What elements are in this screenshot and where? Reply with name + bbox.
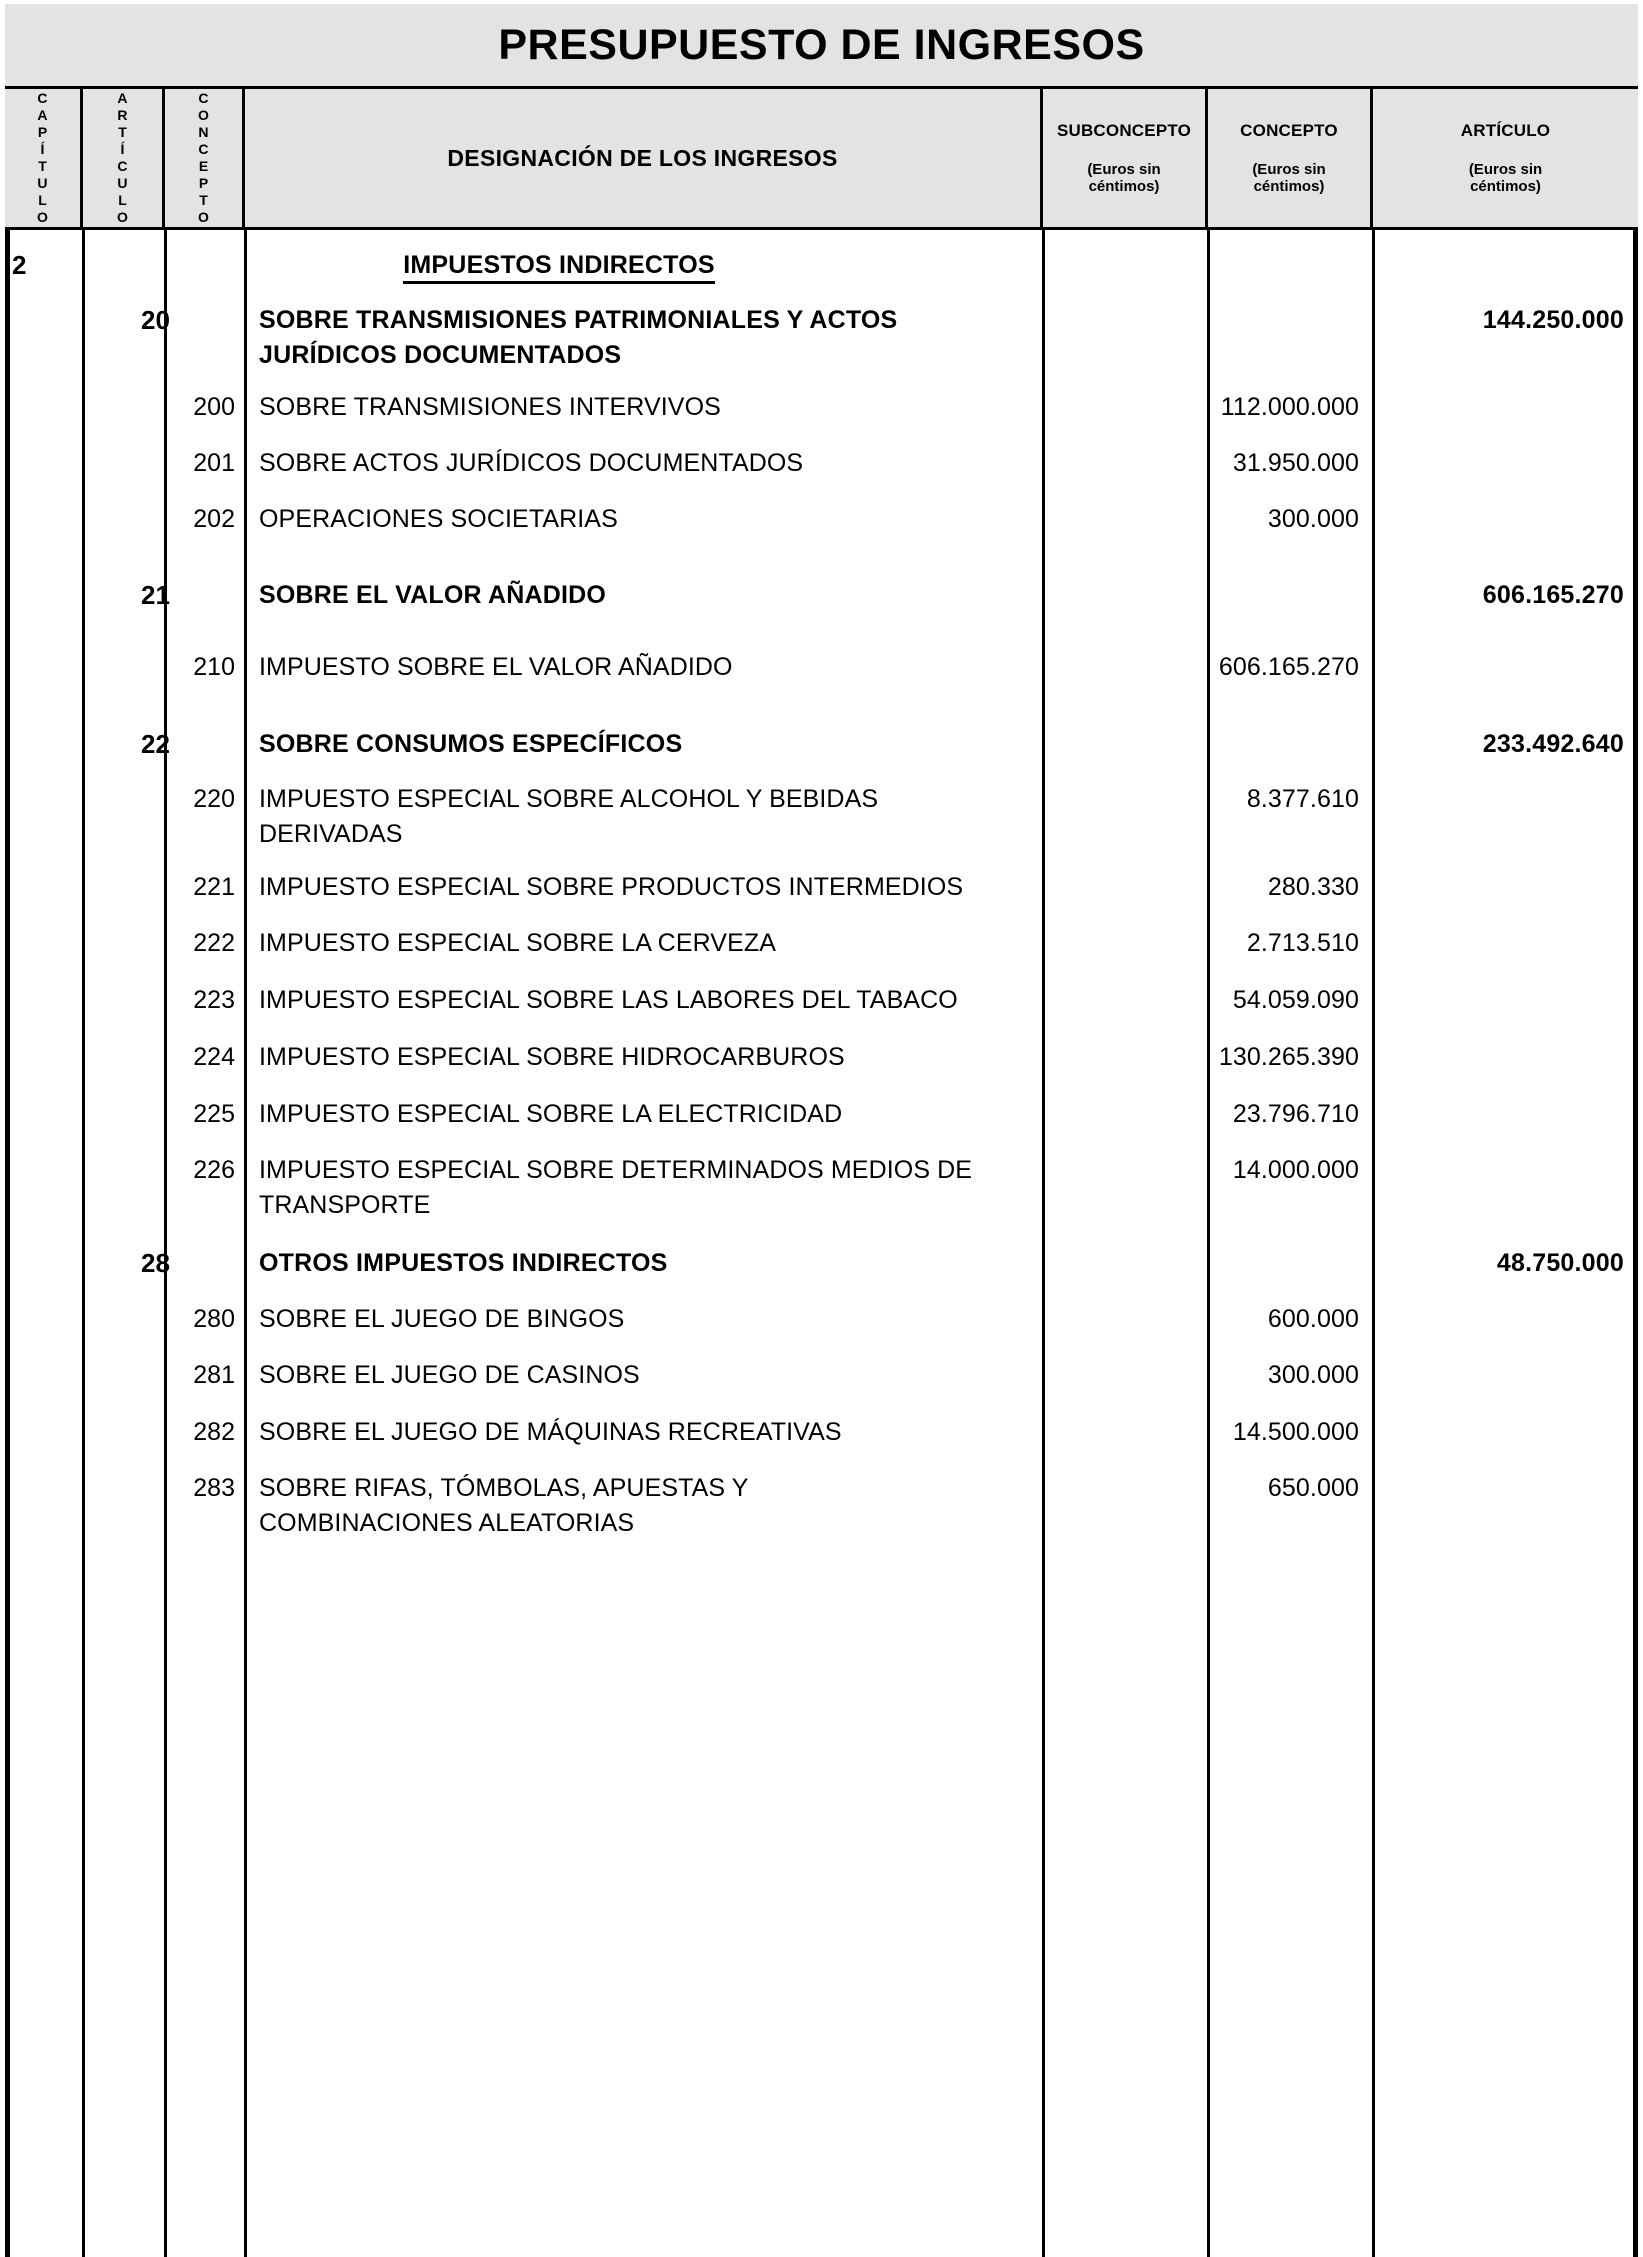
cell-concepto-code: 223 <box>193 986 235 1014</box>
header-cell-capitulo <box>5 89 83 227</box>
document-title-band <box>5 4 1638 89</box>
cell-designacion: IMPUESTO ESPECIAL SOBRE PRODUCTOS INTERMEDIOS <box>259 873 964 901</box>
cell-designacion: OTROS IMPUESTOS INDIRECTOS <box>259 1249 668 1277</box>
header-cell-concepto <box>165 89 245 227</box>
cell-concepto-code: 200 <box>193 393 235 421</box>
table-row <box>5 390 1638 430</box>
table-row <box>5 727 1638 767</box>
cell-concepto-code: 282 <box>193 1418 235 1446</box>
cell-designacion: SOBRE EL JUEGO DE BINGOS <box>259 1305 625 1333</box>
cell-concepto-code: 283 <box>193 1474 235 1502</box>
cell-concepto-code: 225 <box>193 1100 235 1128</box>
cell-concepto-code: 210 <box>193 653 235 681</box>
cell-articulo-value: 144.250.000 <box>1482 306 1624 334</box>
table-row <box>5 782 1638 862</box>
cell-concepto-value: 14.500.000 <box>1232 1418 1359 1446</box>
cell-concepto-value: 130.265.390 <box>1218 1043 1359 1071</box>
cell-concepto-value: 23.796.710 <box>1232 1100 1359 1128</box>
cell-concepto-value: 300.000 <box>1267 505 1359 533</box>
cell-concepto-value: 606.165.270 <box>1218 653 1359 681</box>
header-cell-articulo <box>83 89 165 227</box>
cell-designacion: IMPUESTO ESPECIAL SOBRE LA CERVEZA <box>259 929 776 957</box>
cell-concepto-value: 112.000.000 <box>1220 393 1359 421</box>
cell-concepto-code: 221 <box>193 873 235 901</box>
header-articulo-title: ARTÍCULO <box>1460 120 1551 140</box>
table-row <box>5 1415 1638 1455</box>
header-label-designacion: DESIGNACIÓN DE LOS INGRESOS <box>447 144 838 171</box>
cell-articulo: 20 <box>141 305 170 335</box>
header-subconcepto-units: (Euros sin céntimos) <box>1087 160 1161 195</box>
cell-designacion: SOBRE ACTOS JURÍDICOS DOCUMENTADOS <box>259 449 804 477</box>
cell-designacion: IMPUESTO ESPECIAL SOBRE DETERMINADOS MEDIOS DE TRANSPORTE <box>259 1156 973 1219</box>
header-label-subconcepto <box>1057 121 1191 195</box>
cell-concepto-code: 222 <box>193 929 235 957</box>
cell-articulo-value: 233.492.640 <box>1482 730 1624 758</box>
cell-concepto-code: 281 <box>193 1361 235 1389</box>
cell-designacion: IMPUESTO ESPECIAL SOBRE LA ELECTRICIDAD <box>259 1100 843 1128</box>
cell-concepto-code: 226 <box>193 1156 235 1184</box>
cell-designacion: SOBRE EL JUEGO DE CASINOS <box>259 1361 640 1389</box>
table-row <box>5 870 1638 910</box>
table-row <box>5 1471 1638 1551</box>
table-row <box>5 1358 1638 1398</box>
cell-concepto-value: 650.000 <box>1267 1474 1359 1502</box>
table-row <box>5 248 1638 288</box>
cell-articulo: 22 <box>141 729 170 759</box>
table-row <box>5 502 1638 542</box>
table-row <box>5 303 1638 383</box>
table-row <box>5 578 1638 618</box>
cell-concepto-code: 224 <box>193 1043 235 1071</box>
header-label-concepto: C O N C E P T O <box>198 90 209 225</box>
cell-articulo-value: 48.750.000 <box>1496 1249 1624 1277</box>
cell-designacion: SOBRE TRANSMISIONES PATRIMONIALES Y ACTOS JURÍDICOS DOCUMENTADOS <box>259 306 898 369</box>
cell-concepto-code: 280 <box>193 1305 235 1333</box>
cell-concepto-code: 202 <box>193 505 235 533</box>
cell-concepto-value: 2.713.510 <box>1246 929 1359 957</box>
cell-designacion: IMPUESTO ESPECIAL SOBRE LAS LABORES DEL TABACO <box>259 986 958 1014</box>
table-row <box>5 1040 1638 1080</box>
page-title: PRESUPUESTO DE INGRESOS <box>498 20 1145 69</box>
cell-designacion: OPERACIONES SOCIETARIAS <box>259 505 618 533</box>
table-row <box>5 983 1638 1023</box>
header-cell-articulo-value <box>1373 89 1638 227</box>
cell-articulo: 21 <box>141 580 170 610</box>
cell-concepto-value: 600.000 <box>1267 1305 1359 1333</box>
table-row <box>5 1097 1638 1137</box>
cell-articulo-value: 606.165.270 <box>1482 581 1624 609</box>
header-label-capitulo: C A P Í T U L O <box>37 90 48 225</box>
header-label-concepto-value <box>1240 121 1338 195</box>
header-articulo-units: (Euros sin céntimos) <box>1468 160 1543 195</box>
cell-designacion: IMPUESTO SOBRE EL VALOR AÑADIDO <box>259 653 733 681</box>
table-column-header <box>5 89 1638 230</box>
header-concepto-title: CONCEPTO <box>1240 120 1338 140</box>
table-row <box>5 1302 1638 1342</box>
header-label-articulo-value <box>1461 121 1550 195</box>
cell-concepto-value: 14.000.000 <box>1232 1156 1359 1184</box>
cell-designacion: SOBRE CONSUMOS ESPECÍFICOS <box>259 730 683 758</box>
cell-concepto-value: 8.377.610 <box>1246 785 1359 813</box>
cell-concepto-value: 300.000 <box>1267 1361 1359 1389</box>
cell-concepto-code: 220 <box>193 785 235 813</box>
header-label-articulo: A R T Í C U L O <box>117 90 128 225</box>
header-cell-concepto-value <box>1208 89 1373 227</box>
header-concepto-units: (Euros sin céntimos) <box>1252 160 1326 195</box>
header-subconcepto-title: SUBCONCEPTO <box>1056 120 1192 140</box>
header-cell-subconcepto <box>1043 89 1208 227</box>
cell-concepto-value: 280.330 <box>1267 873 1359 901</box>
cell-designacion: SOBRE EL JUEGO DE MÁQUINAS RECREATIVAS <box>259 1418 842 1446</box>
table-row <box>5 446 1638 486</box>
cell-designacion: IMPUESTO ESPECIAL SOBRE ALCOHOL Y BEBIDAS DERIVADAS <box>259 785 879 848</box>
header-cell-designacion <box>245 89 1043 227</box>
cell-designacion: IMPUESTOS INDIRECTOS <box>245 248 1043 283</box>
cell-designacion: SOBRE TRANSMISIONES INTERVIVOS <box>259 393 721 421</box>
cell-concepto-code: 201 <box>193 449 235 477</box>
table-row <box>5 1153 1638 1233</box>
cell-designacion: IMPUESTO ESPECIAL SOBRE HIDROCARBUROS <box>259 1043 845 1071</box>
cell-articulo: 28 <box>141 1248 170 1278</box>
table-row <box>5 926 1638 966</box>
table-body <box>5 230 1638 2257</box>
table-row <box>5 650 1638 690</box>
cell-designacion: SOBRE EL VALOR AÑADIDO <box>259 581 607 609</box>
cell-concepto-value: 54.059.090 <box>1232 986 1359 1014</box>
table-row <box>5 1246 1638 1286</box>
cell-capitulo: 2 <box>12 250 27 280</box>
cell-designacion: SOBRE RIFAS, TÓMBOLAS, APUESTAS Y COMBINACIONES ALEATORIAS <box>259 1474 749 1537</box>
cell-concepto-value: 31.950.000 <box>1232 449 1359 477</box>
